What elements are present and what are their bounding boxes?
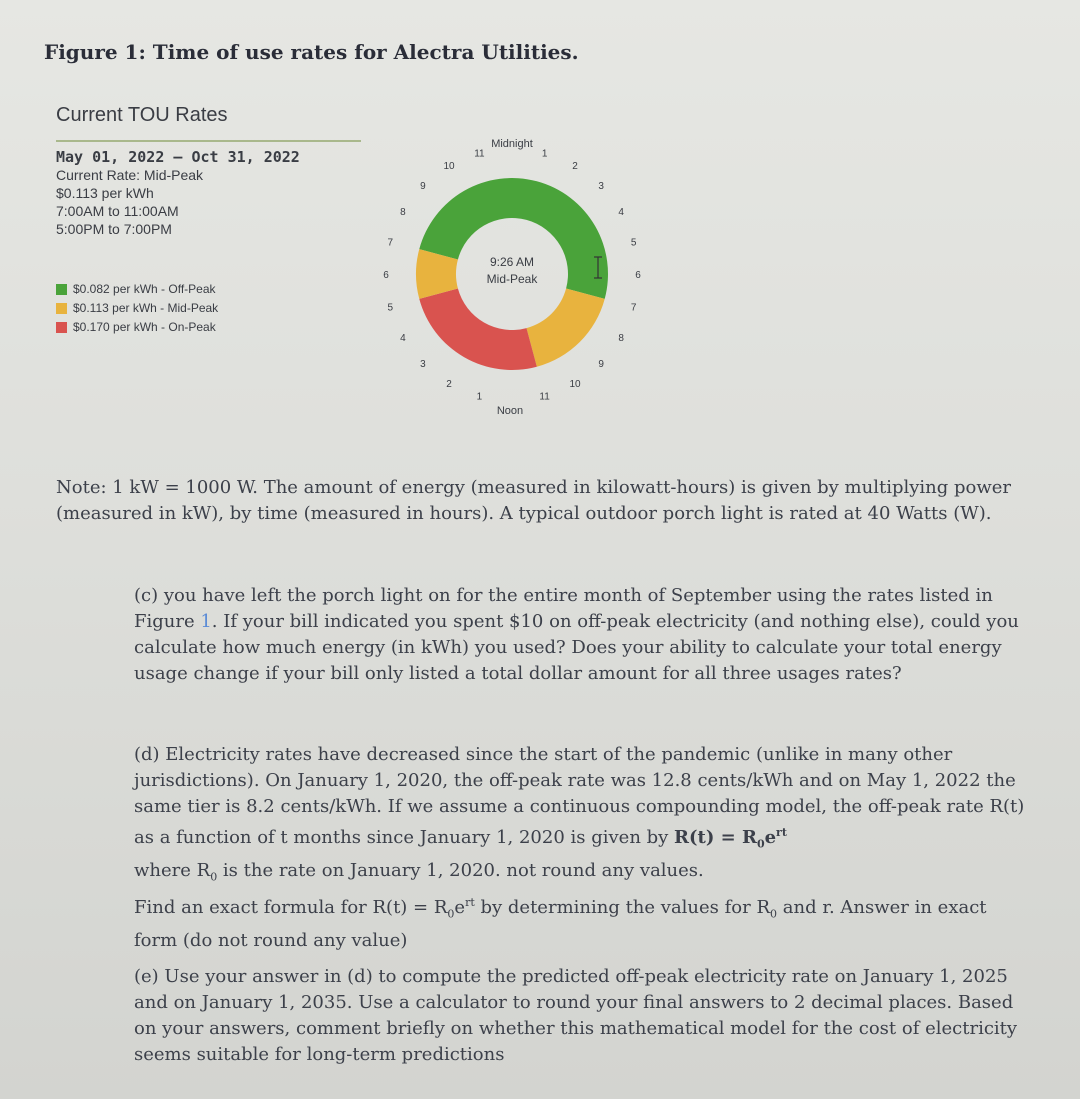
tou-clock-chart <box>360 130 670 430</box>
hour-tick-label: 8 <box>618 333 624 344</box>
hour-tick-label: 9 <box>598 359 604 371</box>
off-peak-swatch <box>56 284 67 295</box>
current-rate: Current Rate: Mid-Peak <box>56 167 204 183</box>
hour-tick-label: 3 <box>420 359 426 371</box>
hour-tick-label: 5 <box>630 237 637 249</box>
on-peak-swatch <box>56 322 67 333</box>
panel-title: Current TOU Rates <box>56 104 228 126</box>
rate-info <box>56 148 300 238</box>
legend-item-on-peak <box>56 318 218 337</box>
legend-item-mid-peak <box>56 299 218 318</box>
legend-label: $0.113 per kWh - Mid-Peak <box>73 301 219 315</box>
hour-tick-label: 4 <box>618 207 624 218</box>
clock-segment-on-peak <box>419 288 537 370</box>
panel-divider <box>56 140 361 142</box>
date-range: May 01, 2022 – Oct 31, 2022 <box>56 148 300 166</box>
hour-tick-label: 7 <box>630 302 637 314</box>
hour-tick-label: 5 <box>387 302 394 314</box>
hour-tick-label: 10 <box>443 160 455 172</box>
hour-tick-label: 9 <box>420 180 426 192</box>
hour-tick-label: 1 <box>476 391 483 403</box>
hour-tick-label: 7 <box>387 237 394 249</box>
legend-item-off-peak <box>56 280 218 299</box>
hour-tick-label: 3 <box>598 180 604 192</box>
time-window-2: 5:00PM to 7:00PM <box>56 221 172 237</box>
legend-label: $0.082 per kWh - Off-Peak <box>73 282 216 296</box>
noon-label: Noon <box>496 405 524 417</box>
figure-reference: 1 <box>200 611 212 632</box>
question-c-text-1: (c) you have left the porch light on for the entire month of September using the rates listed in Figure <box>134 585 993 632</box>
hour-tick-label: 11 <box>539 391 550 403</box>
hour-tick-label: 10 <box>569 379 581 391</box>
hour-tick-label: 4 <box>400 333 406 344</box>
hour-tick-label: 6 <box>635 270 641 281</box>
question-d: (d) Electricity rates have decreased since the start of the pandemic (unlike in many other jurisdictions). On January 1, 2020, the off-peak rate was 12.8 cents/kWh and on May 1, 2022 the same tier is 8.2 cents/kWh. If we assume a continuous compounding model, the off-peak rate R(t) as a function of t months since January 1, 2020 is given by $R(t) = R_0e^{rt}$ where $R_0$ is the rate on January 1, 2020. not round any values. Find an exact formula for $R(t) = R_0e^{rt}$ by determining the values for $R_0$ and r. Answer in exact form (do not round any value) <box>134 744 1025 951</box>
figure-title: Figure 1: Time of use rates for Alectra Utilities. <box>44 40 579 64</box>
question-d-text-1: (d) Electricity rates have decreased since the start of the pandemic (unlike in many other jurisdictions). On January 1, 2020, the off-peak rate was 12.8 cents/kWh and on May 1, 2022 the same tier is 8.2 cents/kWh. If we assume a continuous compounding model, the off-peak rate R(t) as a function of t months since January 1, 2020 is given by <box>134 744 1025 848</box>
center-status: Mid-Peak <box>486 272 538 286</box>
hour-tick-label: 2 <box>446 379 452 391</box>
clock-segment-mid-peak <box>526 288 604 366</box>
question-c <box>134 583 1034 687</box>
question-c-text-2: . If your bill indicated you spent $10 on off-peak electricity (and nothing else), could you calculate how much energy (in kWh) you used? Does your ability to calculate your total energy usage change if your bill only listed a total dollar amount for all three usages rates? <box>134 611 1019 684</box>
hour-tick-label: 8 <box>400 207 406 218</box>
question-e: (e) Use your answer in (d) to compute the predicted off-peak electricity rate on January 1, 2025 and on January 1, 2035. Use a calculator to round your final answers to 2 decimal places. Based on your answers, comment briefly on whether this mathematical model for the cost of electricity seems suitable for long-term predictions <box>134 966 1018 1065</box>
note-paragraph: Note: 1 kW = 1000 W. The amount of energy (measured in kilowatt-hours) is given by multiplying power (measured in kW), by time (measured in hours). A typical outdoor porch light is rated at 40 Watts (W). <box>56 477 1012 524</box>
rate-legend <box>56 280 218 337</box>
hour-tick-label: 2 <box>572 160 578 172</box>
rate-value: $0.113 per kWh <box>56 185 154 201</box>
midnight-label: Midnight <box>491 138 533 150</box>
legend-label: $0.170 per kWh - On-Peak <box>73 320 216 334</box>
hour-tick-label: 6 <box>383 270 389 281</box>
formula: $R(t) = R_0e^{rt}$ <box>674 826 787 851</box>
hour-tick-label: 11 <box>474 148 485 160</box>
mid-peak-swatch <box>56 303 67 314</box>
time-window-1: 7:00AM to 11:00AM <box>56 203 179 219</box>
hour-tick-label: 1 <box>541 148 548 160</box>
center-time: 9:26 AM <box>489 255 535 269</box>
